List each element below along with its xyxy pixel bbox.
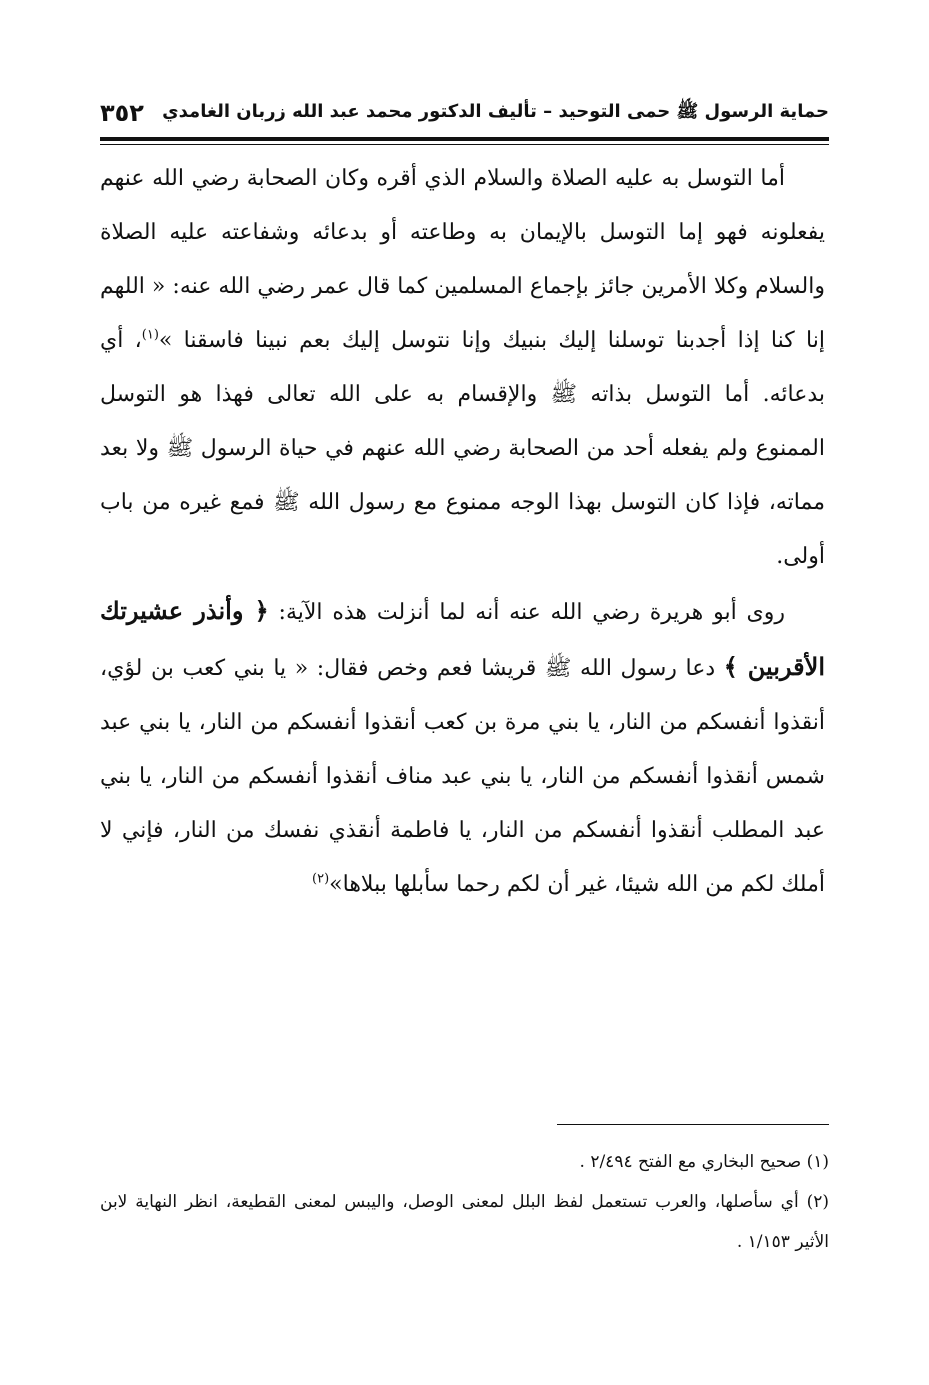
header-rule-thin (100, 144, 829, 145)
page-number: ٣٥٢ (100, 99, 144, 127)
header-title: حماية الرسول ﷺ حمى التوحيد – تأليف الدكتور محمد عبد الله زربان الغامدي (162, 101, 829, 122)
footnotes (100, 1142, 829, 1262)
paragraph-1-text: أما التوسل به عليه الصلاة والسلام الذي أقره وكان الصحابة رضي الله عنهم يفعلونه فهو إما التوسل بالإيمان به وطاعته أو بدعائه وشفاعته عليه الصلاة والسلام وكلا الأمرين جائز بإجماع المسلمين كما قال عمر رضي الله عنه: « اللهم إنا كنا إذا أجدبنا توسلنا إليك بنبيك وإنا نتوسل إليك بعم نبينا فاسقنا » (100, 166, 825, 353)
running-header (100, 93, 829, 133)
footnote-2: (٢) أي سأصلها، والعرب تستعمل لفظ البلل لمعنى الوصل، واليبس لمعنى القطيعة، انظر النهاية لابن الأثير ١/١٥٣ . (100, 1192, 829, 1252)
main-text (100, 152, 825, 912)
paragraph-1 (100, 152, 825, 584)
paragraph-2-text-before: روى أبو هريرة رضي الله عنه أنه لما أنزلت هذه الآية: (278, 600, 785, 625)
header-rule (100, 137, 829, 141)
footnote-ref-2[interactable]: (٢) (312, 871, 330, 887)
quran-verse: ﴿ وأنذر عشيرتك الأقربين ﴾ (100, 596, 825, 681)
paragraph-2 (100, 584, 825, 912)
footnote-1: (١) صحيح البخاري مع الفتح ٢/٤٩٤ . (579, 1152, 829, 1172)
footnote-ref-1[interactable]: (١) (141, 327, 159, 343)
paragraph-2-text-after: دعا رسول الله ﷺ قريشا فعم وخص فقال: « يا بني كعب بن لؤي، أنقذوا أنفسكم من النار، يا بني مرة بن كعب أنقذوا أنفسكم من النار، يا بني عبد شمس أنقذوا أنفسكم من النار، يا بني عبد مناف أنقذوا أنفسكم من النار، يا بني عبد المطلب أنقذوا أنفسكم من النار، يا فاطمة أنقذي نفسك من النار، فإني لا أملك لكم من الله شيئا، غير أن لكم رحما سأبلها ببلاها» (100, 656, 825, 897)
paragraph-1-text-after: ، أي بدعائه. أما التوسل بذاته ﷺ والإقسام به على الله تعالى فهذا هو التوسل الممنوع ولم يفعله أحد من الصحابة رضي الله عنهم في حياة الرسول ﷺ ولا بعد مماته، فإذا كان التوسل بهذا الوجه ممنوع مع رسول الله ﷺ فمع غيره من باب أولى. (100, 328, 825, 569)
footnote-separator (557, 1124, 829, 1125)
